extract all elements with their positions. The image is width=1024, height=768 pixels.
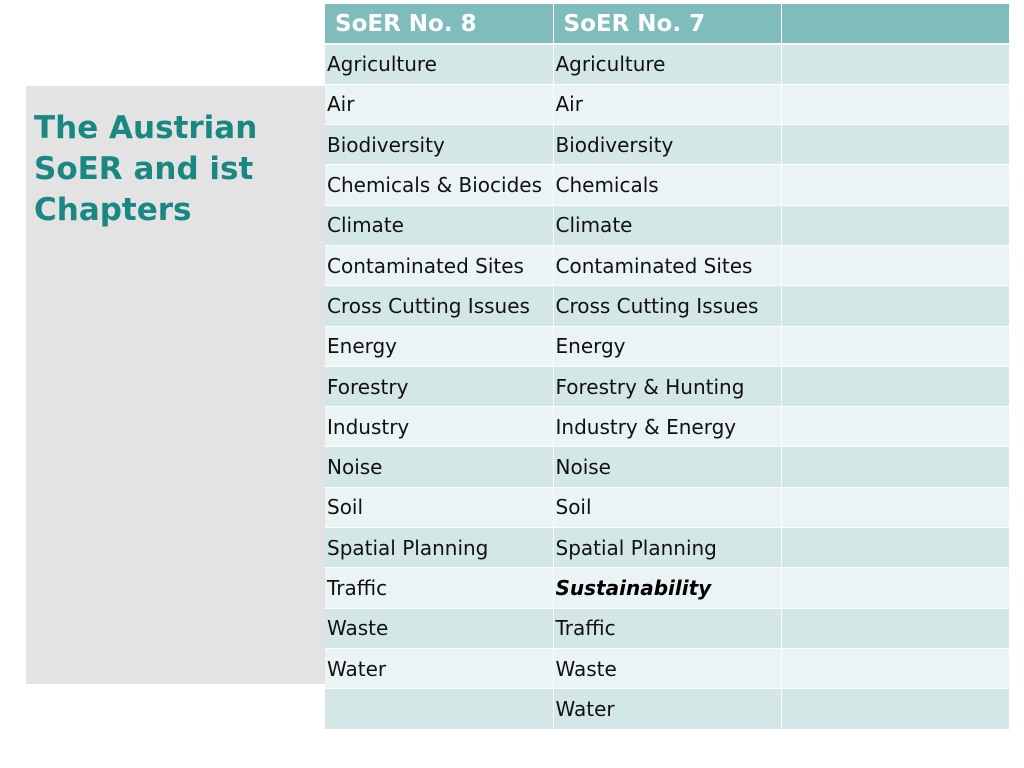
soer7-cell: Climate [553,205,781,245]
table-row [325,447,1009,487]
soer7-cell: Traffic [553,608,781,648]
table-row [325,326,1009,366]
soer7-cell: Water [553,689,781,729]
soer8-cell: Energy [325,326,553,366]
extra-cell [781,407,1009,447]
table-row [325,648,1009,688]
extra-cell [781,608,1009,648]
extra-cell [781,487,1009,527]
table-row [325,528,1009,568]
soer7-cell: Chemicals [553,165,781,205]
extra-cell [781,125,1009,165]
table-body [325,44,1009,729]
title-panel [26,86,326,684]
soer8-cell: Noise [325,447,553,487]
header-empty [781,4,1009,44]
extra-cell [781,528,1009,568]
table-row [325,286,1009,326]
table-row [325,84,1009,124]
soer8-cell: Chemicals & Biocides [325,165,553,205]
soer8-cell: Climate [325,205,553,245]
extra-cell [781,44,1009,84]
soer7-cell: Soil [553,487,781,527]
table-row [325,608,1009,648]
soer7-cell: Industry & Energy [553,407,781,447]
soer7-cell: Agriculture [553,44,781,84]
soer8-cell: Waste [325,608,553,648]
soer8-cell: Soil [325,487,553,527]
slide-title: The Austrian SoER and ist Chapters [34,110,258,228]
header-soer-7: SoER No. 7 [553,4,781,44]
table-row [325,44,1009,84]
soer8-cell: Biodiversity [325,125,553,165]
soer8-cell: Traffic [325,568,553,608]
soer8-cell: Water [325,648,553,688]
extra-cell [781,648,1009,688]
extra-cell [781,366,1009,406]
table-row [325,487,1009,527]
table-row [325,125,1009,165]
table-header-row [325,4,1009,44]
table-row [325,165,1009,205]
soer8-cell: Agriculture [325,44,553,84]
soer8-cell: Air [325,84,553,124]
soer7-cell: Noise [553,447,781,487]
extra-cell [781,689,1009,729]
extra-cell [781,245,1009,285]
soer7-cell: Spatial Planning [553,528,781,568]
table-row [325,205,1009,245]
soer8-cell [325,689,553,729]
soer7-cell: Air [553,84,781,124]
soer7-cell: Sustainability [553,568,781,608]
soer7-cell: Cross Cutting Issues [553,286,781,326]
extra-cell [781,165,1009,205]
soer8-cell: Spatial Planning [325,528,553,568]
table-row [325,366,1009,406]
table-row [325,245,1009,285]
soer8-cell: Cross Cutting Issues [325,286,553,326]
extra-cell [781,447,1009,487]
soer7-cell: Waste [553,648,781,688]
extra-cell [781,84,1009,124]
soer8-cell: Contaminated Sites [325,245,553,285]
extra-cell [781,326,1009,366]
extra-cell [781,286,1009,326]
extra-cell [781,205,1009,245]
soer7-cell: Biodiversity [553,125,781,165]
table-row [325,407,1009,447]
table-row [325,568,1009,608]
soer7-cell: Energy [553,326,781,366]
soer7-cell: Forestry & Hunting [553,366,781,406]
soer8-cell: Forestry [325,366,553,406]
table-row [325,689,1009,729]
chapters-table [325,4,1010,730]
extra-cell [781,568,1009,608]
soer8-cell: Industry [325,407,553,447]
soer7-cell: Contaminated Sites [553,245,781,285]
header-soer-8: SoER No. 8 [325,4,553,44]
